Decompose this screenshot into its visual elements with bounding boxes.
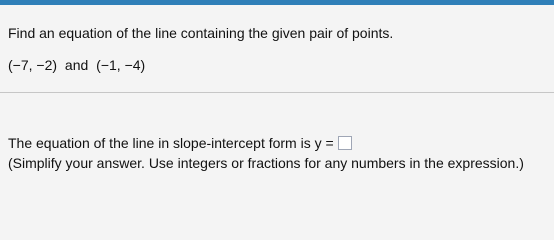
top-accent-bar — [0, 0, 554, 5]
answer-label: The equation of the line in slope-intercept form is y = — [8, 135, 334, 151]
section-divider — [0, 92, 554, 93]
points-line — [8, 56, 548, 74]
answer-block — [8, 134, 552, 172]
answer-line — [8, 134, 552, 152]
answer-input-box[interactable] — [338, 136, 352, 150]
question-block — [8, 24, 548, 74]
answer-instruction: (Simplify your answer. Use integers or fractions for any numbers in the expression.) — [8, 155, 524, 171]
question-prompt: Find an equation of the line containing the given pair of points. — [8, 25, 394, 41]
point-2: (−1, −4) — [96, 57, 146, 73]
points-conjunction: and — [64, 57, 89, 73]
point-1: (−7, −2) — [8, 57, 58, 73]
